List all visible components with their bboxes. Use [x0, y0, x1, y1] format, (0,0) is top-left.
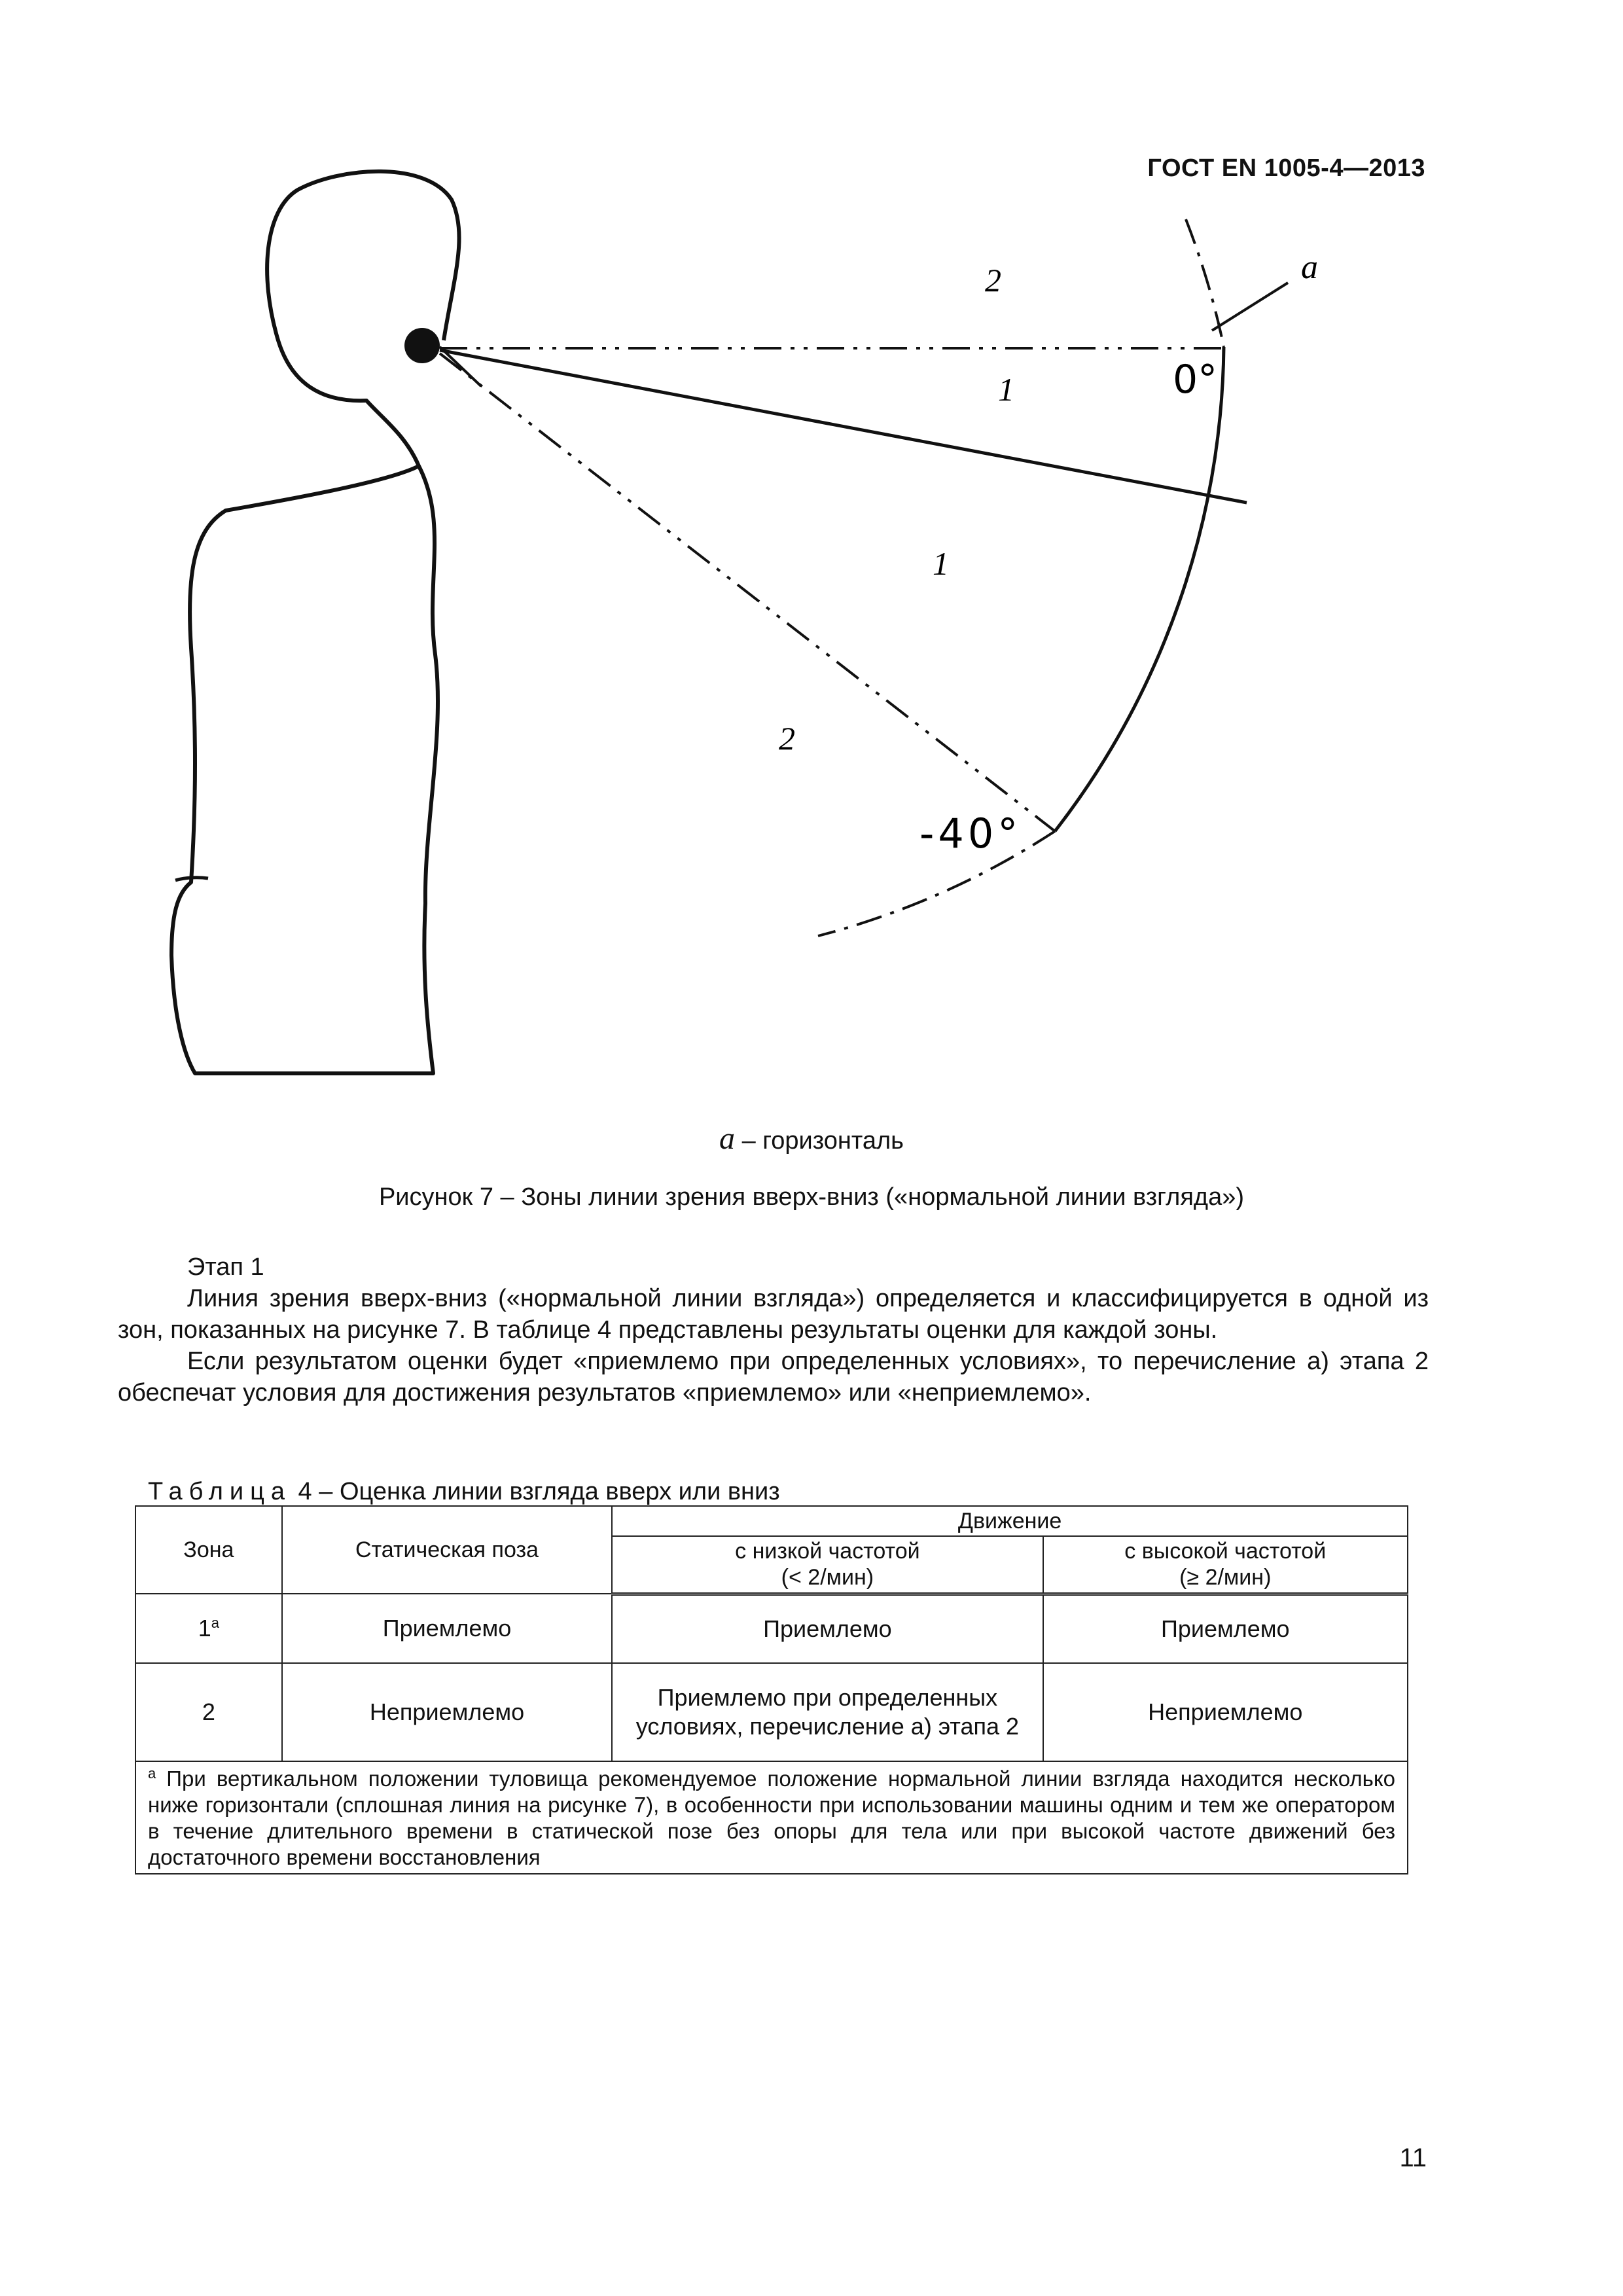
table-title-label: Таблица [148, 1478, 291, 1505]
assessment-table [135, 1505, 1408, 1874]
cell-zone [135, 1594, 282, 1663]
cell-high-frequency: Неприемлемо [1043, 1663, 1408, 1761]
arc-solid-segment [1055, 347, 1224, 831]
stage-label: Этап 1 [187, 1253, 264, 1281]
table-title [148, 1478, 780, 1506]
label-zone1-top: 1 [998, 371, 1014, 408]
footnote-reference: а [211, 1615, 220, 1631]
table-title-text: 4 – Оценка линии взгляда вверх или вниз [291, 1478, 780, 1505]
table-row [135, 1663, 1408, 1761]
recommended-line [440, 350, 1247, 503]
header-low-frequency-label: с низкой частотой [735, 1539, 920, 1564]
figure-legend [0, 1121, 1623, 1157]
label-zone1-bottom: 1 [933, 545, 949, 582]
figure-caption: Рисунок 7 – Зоны линии зрения вверх-вниз («нормальной линии взгляда») [378, 1183, 1245, 1211]
header-low-frequency-unit: (< 2/мин) [781, 1565, 874, 1590]
footnote-mark: а [148, 1765, 156, 1782]
body-text [118, 1251, 1429, 1408]
zone-value: 2 [202, 1698, 215, 1725]
label-angle-minus40deg: -40° [919, 810, 1022, 857]
cell-zone [135, 1663, 282, 1761]
table-footnote [135, 1761, 1408, 1874]
cell-static: Неприемлемо [282, 1663, 613, 1761]
cell-low-frequency: Приемлемо при определенных условиях, перечисление а) этапа 2 [612, 1663, 1043, 1761]
label-zone2-bottom: 2 [779, 720, 795, 757]
legend-symbol: a [719, 1121, 736, 1156]
header-low-frequency [612, 1536, 1043, 1594]
cell-low-frequency: Приемлемо [612, 1594, 1043, 1663]
label-zone2-top: 2 [985, 262, 1001, 298]
label-angle-0deg: 0° [1173, 357, 1218, 403]
figure-7-diagram [0, 0, 1623, 1126]
eye-marker [404, 328, 440, 363]
label-horizontal-a: a [1301, 249, 1318, 286]
table-row [135, 1594, 1408, 1663]
paragraph-1: Линия зрения вверх-вниз («нормальной линии взгляда») определяется и классифицируется в одной из зон, показанных на рисунке 7. В таблице 4 представлены результаты оценки для каждой зоны. [118, 1285, 1429, 1344]
header-high-frequency [1043, 1536, 1408, 1594]
header-movement: Движение [612, 1506, 1408, 1536]
zone-value: 1 [198, 1615, 211, 1641]
document-header: ГОСТ EN 1005-4—2013 [1147, 154, 1425, 182]
line-minus-40deg [440, 353, 1055, 831]
legend-text: – горизонталь [735, 1127, 904, 1155]
horizontal-leader-line [1212, 283, 1288, 331]
header-static-pose: Статическая поза [282, 1506, 613, 1594]
human-silhouette [171, 171, 459, 1073]
cell-high-frequency: Приемлемо [1043, 1594, 1408, 1663]
footnote-text: При вертикальном положении туловища рекомендуемое положение нормальной линии взгляда находится несколько ниже горизонтали (сплошная линия на рисунке 7), в особенности при использовании машины одним и тем же оператором в течение длительного времени в статической позе без опоры для тела или при высокой частоте движений без достаточного времени восстановления [148, 1767, 1395, 1869]
page-number: 11 [1399, 2144, 1427, 2172]
header-high-frequency-label: с высокой частотой [1124, 1539, 1327, 1564]
header-zone: Зона [135, 1506, 282, 1594]
header-high-frequency-unit: (≥ 2/мин) [1179, 1565, 1272, 1590]
cell-static: Приемлемо [282, 1594, 613, 1663]
paragraph-2: Если результатом оценки будет «приемлемо при определенных условиях», то перечисление а) этапа 2 обеспечат условия для достижения результатов «приемлемо» или «неприемлемо». [118, 1348, 1429, 1407]
header-row-1 [135, 1506, 1408, 1536]
footnote-row [135, 1761, 1408, 1874]
